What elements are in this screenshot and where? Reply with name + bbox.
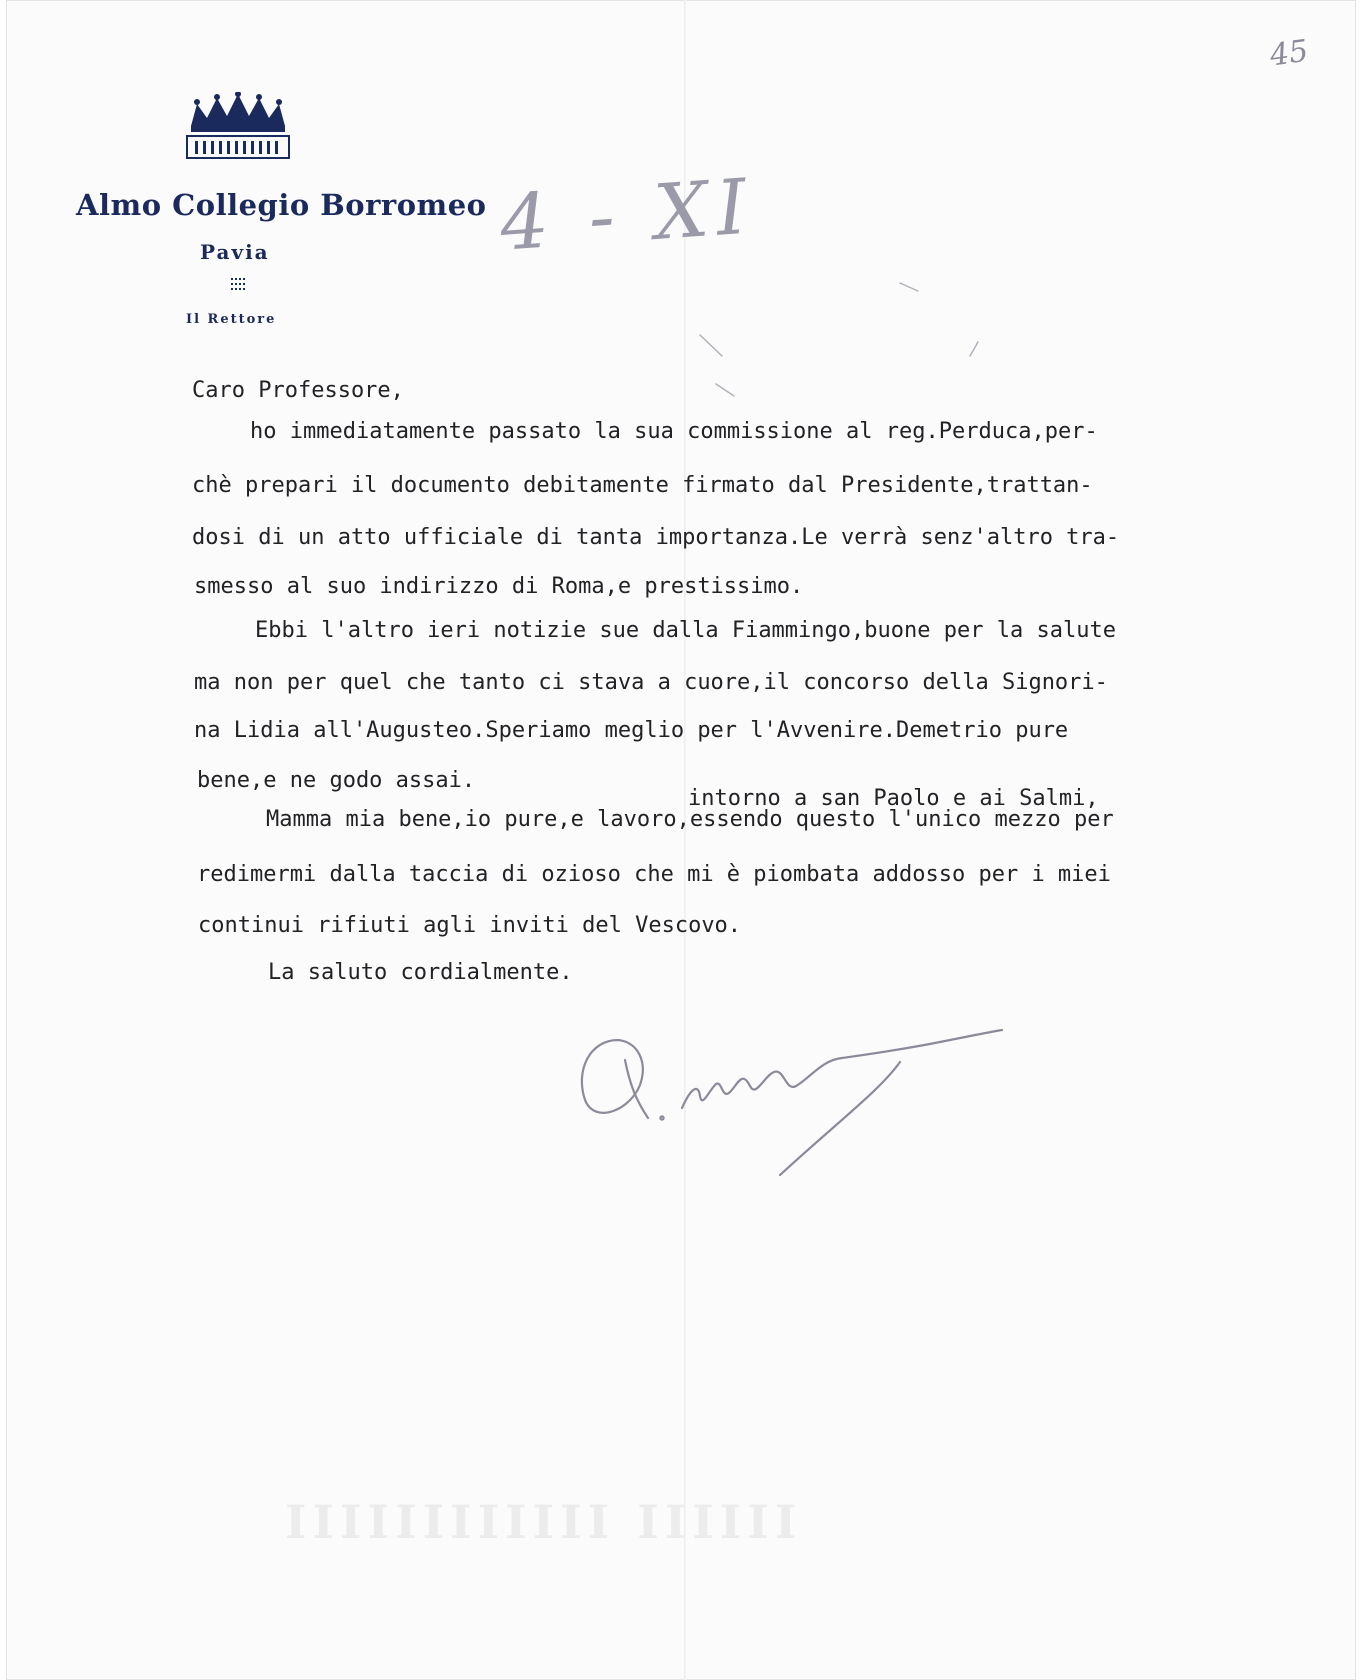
letter-line: continui rifiuti agli inviti del Vescovo.	[198, 913, 742, 938]
letter-greeting: Caro Professore,	[192, 378, 404, 403]
letter-closing: La saluto cordialmente.	[268, 960, 573, 985]
dot-grid-ornament-icon	[231, 278, 245, 290]
letter-insertion: intorno a san Paolo e ai Salmi,	[688, 786, 1099, 811]
crown-crest-icon	[183, 92, 293, 162]
letter-line: ho immediatamente passato la sua commissione al reg.Perduca,per-	[250, 419, 1098, 444]
handwritten-date-note: 4 - XI	[497, 161, 758, 268]
college-city: Pavia	[200, 240, 270, 264]
handwritten-signature	[570, 1000, 1070, 1200]
rector-title: Il Rettore	[186, 312, 277, 327]
letter-line: bene,e ne godo assai.	[197, 768, 476, 793]
show-through-text: IIIIIIIIIIII IIIIII	[285, 1495, 803, 1549]
letter-line: dosi di un atto ufficiale di tanta importanza.Le verrà senz'altro tra-	[192, 525, 1120, 550]
letter-line: smesso al suo indirizzo di Roma,e prestissimo.	[194, 574, 804, 599]
letter-line: Ebbi l'altro ieri notizie sue dalla Fiammingo,buone per la salute	[255, 618, 1116, 643]
letter-line: Mamma mia bene,io pure,e lavoro,essendo questo l'unico mezzo per	[266, 807, 1114, 832]
letter-line: na Lidia all'Augusteo.Speriamo meglio per l'Avvenire.Demetrio pure	[194, 718, 1069, 743]
handwritten-page-number: 45	[1267, 33, 1311, 74]
letter-line: redimermi dalla taccia di ozioso che mi è piombata addosso per i miei	[197, 862, 1111, 887]
letter-line: ma non per quel che tanto ci stava a cuore,il concorso della Signori-	[194, 670, 1108, 695]
college-name: Almo Collegio Borromeo	[76, 188, 487, 222]
letter-line: chè prepari il documento debitamente firmato dal Presidente,trattan-	[192, 473, 1093, 498]
